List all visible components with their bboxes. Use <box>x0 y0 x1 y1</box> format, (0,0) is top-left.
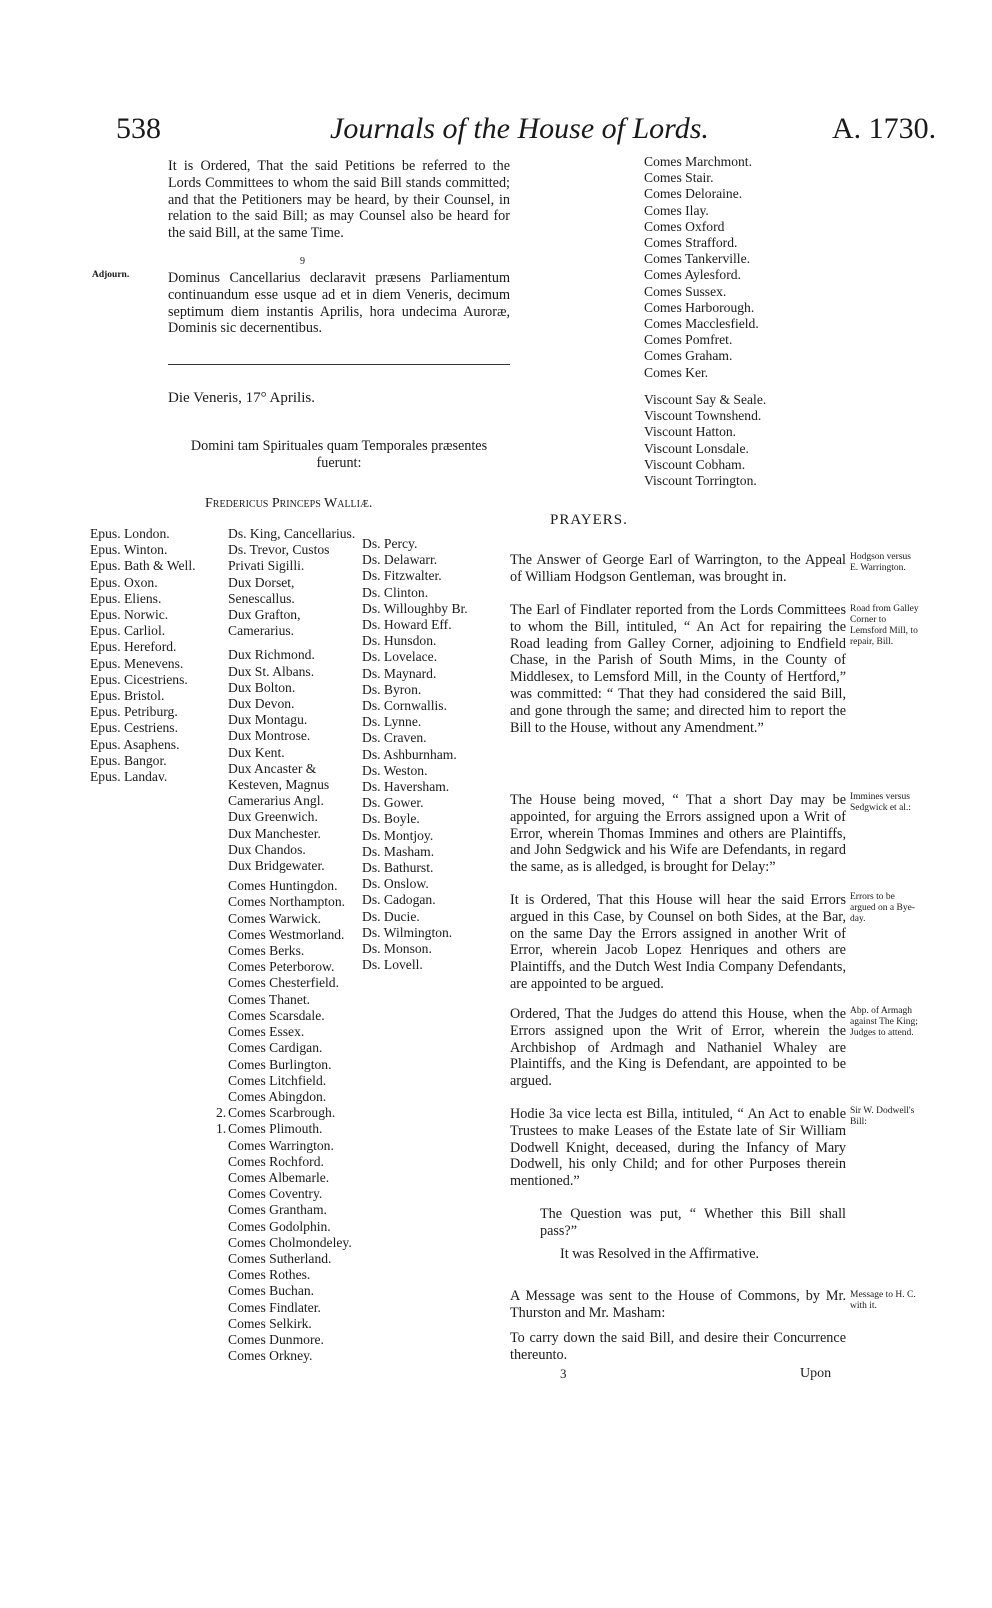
bishop-entry: Epus. Bangor. <box>90 752 167 768</box>
bishop-entry: Epus. Menevens. <box>90 655 184 671</box>
earl-entry: Comes Oxford <box>644 218 725 234</box>
duke-entry: Dux Manchester. <box>228 825 321 841</box>
earl-entry: Comes Berks. <box>228 943 305 959</box>
duke-entry: Dux Kent. <box>228 744 285 760</box>
earl-entry: Comes Chesterfield. <box>228 975 339 991</box>
margin-dodwell: Sir W. Dodwell's Bill: <box>850 1106 915 1127</box>
bishop-entry: Epus. London. <box>90 526 170 541</box>
earl-entry: Comes Thanet. <box>228 991 311 1007</box>
earl-entry: Comes Selkirk. <box>228 1315 312 1331</box>
margin-message: Message to H. C. with it. <box>850 1290 916 1311</box>
signature-mark: 3 <box>560 1366 567 1381</box>
earl-entry: Comes Warrington. <box>228 1137 334 1153</box>
right-earls-list <box>644 154 844 381</box>
earl-entry: Comes Litchfield. <box>228 1072 327 1088</box>
officer-grafton: Dux Grafton, Camerarius. <box>228 607 301 639</box>
folio-mark: 9 <box>300 256 305 267</box>
paragraph-judges: Ordered, That the Judges do attend this House, when the Errors assigned upon the Writ of Error, wherein the Archbishop of Ardmagh and Nathaniel Whaley are Plaintiffs, and the King is Defendant, are appointed to be argued. <box>510 1006 846 1090</box>
baron-entry: Ds. Maynard. <box>362 665 437 681</box>
bishop-entry: Epus. Hereford. <box>90 639 177 655</box>
question-line: The Question was put, “ Whether this Bill shall pass?” <box>540 1206 846 1239</box>
order-mark: 2. <box>216 1105 227 1121</box>
bishop-entry: Epus. Cestriens. <box>90 720 178 736</box>
journal-title: Journals of the House of Lords. <box>330 112 709 145</box>
viscount-entry: Viscount Lonsdale. <box>644 440 749 456</box>
earl-entry: Comes Rochford. <box>228 1153 324 1169</box>
margin-hodgson: Hodgson versus E. Warrington. <box>850 552 911 573</box>
duke-entry: Dux Devon. <box>228 696 295 712</box>
baron-entry: Ds. Lovelace. <box>362 649 438 665</box>
earl-entry: Comes Sutherland. <box>228 1250 332 1266</box>
ordered-paragraph: It is Ordered, That the said Petitions be referred to the Lords Committees to whom the said Bill stands committed; and that the Petitioners may be heard, by their Counsel, in relation to the said Bill; as may Counsel also be heard for the said Bill, at the same Time. <box>168 158 510 242</box>
viscount-entry: Viscount Hatton. <box>644 424 737 440</box>
barons-list <box>362 536 492 973</box>
officer-dorset: Dux Dorset, Senescallus. <box>228 574 295 606</box>
baron-entry: Ds. Ducie. <box>362 908 420 924</box>
baron-entry: Ds. Masham. <box>362 843 435 859</box>
earl-entry: Comes Abingdon. <box>228 1088 327 1104</box>
bishop-entry: Epus. Eliens. <box>90 590 162 606</box>
earl-entry: Comes Aylesford. <box>644 267 741 283</box>
earl-entry: Comes Findlater. <box>228 1299 321 1315</box>
earl-entry: Comes Godolphin. <box>228 1218 331 1234</box>
baron-entry: Ds. Bathurst. <box>362 860 434 876</box>
paragraph-immines: The House being moved, “ That a short Day may be appointed, for arguing the Errors assigned upon a Writ of Error, wherein Thomas Immines and others are Plaintiffs, and John Sedgwick and his Wife are Defendants, in regard the same, as is alledged, is brought for Delay:” <box>510 792 846 876</box>
baron-entry: Ds. Clinton. <box>362 584 429 600</box>
adjourn-paragraph: Dominus Cancellarius declaravit præsens Parliamentum continuandum esse usque ad et in diem Veneris, decimum septimum diem instantis Aprilis, hora undecima Auroræ, Dominis sic decernentibus. <box>168 270 510 337</box>
year: A. 1730. <box>832 112 937 145</box>
earl-entry: Comes Ker. <box>644 364 709 380</box>
margin-errors: Errors to be argued on a Bye-day. <box>850 892 915 924</box>
baron-entry: Ds. Wilmington. <box>362 924 453 940</box>
bishop-entry: Epus. Norwic. <box>90 607 169 623</box>
viscounts-list <box>644 392 844 489</box>
earl-entry: Comes Dunmore. <box>228 1331 324 1347</box>
bishop-entry: Epus. Winton. <box>90 542 168 558</box>
margin-road: Road from Galley Corner to Lemsford Mill, to repair, Bill. <box>850 604 919 647</box>
present-line: Domini tam Spirituales quam Temporales præsentes fuerunt: <box>190 438 488 471</box>
earl-entry: Comes Warwick. <box>228 910 322 926</box>
earl-entry: Comes Essex. <box>228 1024 305 1040</box>
earl-entry: Comes Northampton. <box>228 894 346 910</box>
earl-entry: Comes Harborough. <box>644 299 755 315</box>
baron-entry: Ds. Ashburnham. <box>362 746 457 762</box>
duke-entry: Dux Richmond. <box>228 647 315 663</box>
earl-entry: Comes Westmorland. <box>228 926 345 942</box>
baron-entry: Ds. Boyle. <box>362 811 420 827</box>
baron-entry: Ds. Hunsdon. <box>362 633 437 649</box>
baron-entry: Ds. Delawarr. <box>362 552 438 568</box>
baron-entry: Ds. Haversham. <box>362 779 450 795</box>
dukes-list <box>228 647 358 874</box>
baron-entry: Ds. Montjoy. <box>362 827 434 843</box>
paragraph-dodwell-bill: Hodie 3a vice lecta est Billa, intituled, “ An Act to enable Trustees to make Leases of the Estate late of Sir William Dodwell Knight, deceased, during the Infancy of Mary Dodwell, his only Child; and for other Purposes therein mentioned.” <box>510 1106 846 1190</box>
earl-entry: Comes Huntingdon. <box>228 878 338 894</box>
earl-entry: Comes Graham. <box>644 348 733 364</box>
earl-entry: Comes Pomfret. <box>644 332 733 348</box>
earl-entry: Comes Cardigan. <box>228 1040 323 1056</box>
baron-entry: Ds. Gower. <box>362 795 424 811</box>
bishop-entry: Epus. Cicestriens. <box>90 671 188 687</box>
earl-entry: Comes Peterborow. <box>228 959 335 975</box>
duke-entry: Dux Chandos. <box>228 841 306 857</box>
baron-entry: Ds. Cadogan. <box>362 892 436 908</box>
earl-entry: Comes Ilay. <box>644 202 709 218</box>
paragraph-concurrence: To carry down the said Bill, and desire their Concurrence thereunto. <box>510 1330 846 1363</box>
baron-entry: Ds. Cornwallis. <box>362 698 447 714</box>
baron-entry: Ds. Howard Eff. <box>362 617 452 633</box>
earl-entry: Comes Orkney. <box>228 1348 313 1364</box>
paragraph-message: A Message was sent to the House of Commons, by Mr. Thurston and Mr. Masham: <box>510 1288 846 1321</box>
earl-entry: Comes Marchmont. <box>644 154 752 169</box>
earl-entry: Comes Buchan. <box>228 1283 315 1299</box>
earl-entry: Comes Rothes. <box>228 1267 311 1283</box>
officer-trevor: Ds. Trevor, Custos Privati Sigilli. <box>228 542 330 574</box>
paragraph-road-bill: The Earl of Findlater reported from the Lords Committees to whom the Bill, intituled, “ An Act for repairing the Road leading from Galley Corner, adjoining to Endfield Chase, in the Parish of South Mims, in the County of Middlesex, to Lemsford Mill, in the County of Hertford,” was committed: “ That they had considered the said Bill, and gone through the same; and directed him to report the Bill to the House, without any Amendment.” <box>510 602 846 736</box>
order-mark: 1. <box>216 1121 227 1137</box>
baron-entry: Ds. Onslow. <box>362 876 429 892</box>
duke-entry: Dux Greenwich. <box>228 809 318 825</box>
bishop-entry: Epus. Bristol. <box>90 688 165 704</box>
margin-immines: Immines versus Sedgwick et al.: <box>850 792 911 813</box>
day-heading: Die Veneris, 17° Aprilis. <box>168 390 315 406</box>
baron-entry: Ds. Lovell. <box>362 957 423 973</box>
earl-entry: Comes Tankerville. <box>644 251 751 267</box>
duke-entry: Dux Bolton. <box>228 679 296 695</box>
baron-entry: Ds. Fitzwalter. <box>362 568 442 584</box>
earl-entry: Comes Coventry. <box>228 1186 323 1202</box>
lords-column-2 <box>216 526 358 1364</box>
viscount-entry: Viscount Cobham. <box>644 456 746 472</box>
earl-entry: Comes Grantham. <box>228 1202 327 1218</box>
earl-entry: Comes Albemarle. <box>228 1169 330 1185</box>
baron-entry: Ds. Byron. <box>362 681 422 697</box>
bishop-entry: Epus. Carliol. <box>90 623 166 639</box>
duke-entry: Dux Montagu. <box>228 712 308 728</box>
baron-entry: Ds. Monson. <box>362 941 432 957</box>
prince-line: Fredericus Princeps Walliæ. <box>205 496 373 511</box>
earl-entry: Comes Macclesfield. <box>644 316 759 332</box>
earls-list <box>216 878 358 1364</box>
duke-entry: Dux Bridgewater. <box>228 858 325 874</box>
margin-armagh: Abp. of Armagh against The King; Judges to attend. <box>850 1006 918 1038</box>
baron-entry: Ds. Lynne. <box>362 714 422 730</box>
earl-entry: Comes Stair. <box>644 170 714 186</box>
baron-entry: Ds. Willoughby Br. <box>362 600 468 616</box>
resolved-line: It was Resolved in the Affirmative. <box>560 1246 760 1262</box>
viscount-entry: Viscount Townshend. <box>644 408 762 424</box>
bishop-entry: Epus. Landav. <box>90 769 168 785</box>
page-number: 538 <box>116 112 161 145</box>
duke-entry: Dux St. Albans. <box>228 663 315 679</box>
earl-entry: Comes Strafford. <box>644 235 738 251</box>
earl-entry: Comes Scarsdale. <box>228 1007 325 1023</box>
earl-entry: Comes Cholmondeley. <box>228 1234 352 1250</box>
bishop-entry: Epus. Bath & Well. <box>90 558 196 574</box>
viscount-entry: Viscount Torrington. <box>644 473 757 489</box>
baron-entry: Ds. Craven. <box>362 730 427 746</box>
duke-entry: Dux Ancaster & Kesteven, Magnus Camerarius Angl. <box>228 760 330 809</box>
bishop-entry: Epus. Asaphens. <box>90 736 180 752</box>
prayers-heading: PRAYERS. <box>550 512 628 528</box>
bishop-entry: Epus. Oxon. <box>90 574 158 590</box>
duke-entry: Dux Montrose. <box>228 728 311 744</box>
bishops-list <box>90 526 220 785</box>
baron-entry: Ds. Percy. <box>362 536 418 551</box>
section-rule <box>168 364 510 365</box>
earl-entry: Comes Burlington. <box>228 1056 332 1072</box>
earl-entry: Comes Deloraine. <box>644 186 743 202</box>
paragraph-ordered-hear: It is Ordered, That this House will hear the said Errors argued in this Case, by Counsel on both Sides, at the Bar, on the same Day the Errors assigned in another Writ of Error, wherein Jacob Lopez Henriques and others are Plaintiffs, and the Dutch West India Company Defendants, are appointed to be argued. <box>510 892 846 992</box>
paragraph-warrington: The Answer of George Earl of Warrington, to the Appeal of William Hodgson Gentleman, was brought in. <box>510 552 846 585</box>
earl-entry: Comes Scarbrough. 2. <box>216 1105 336 1121</box>
margin-adjourn: Adjourn. <box>92 270 130 280</box>
baron-entry: Ds. Weston. <box>362 762 428 778</box>
viscount-entry: Viscount Say & Seale. <box>644 392 767 407</box>
earl-entry: Comes Plimouth. 1. <box>216 1121 323 1137</box>
officer-king: Ds. King, Cancellarius. <box>228 526 356 541</box>
catchword: Upon <box>800 1366 832 1381</box>
bishop-entry: Epus. Petriburg. <box>90 704 178 720</box>
earl-entry: Comes Sussex. <box>644 283 727 299</box>
